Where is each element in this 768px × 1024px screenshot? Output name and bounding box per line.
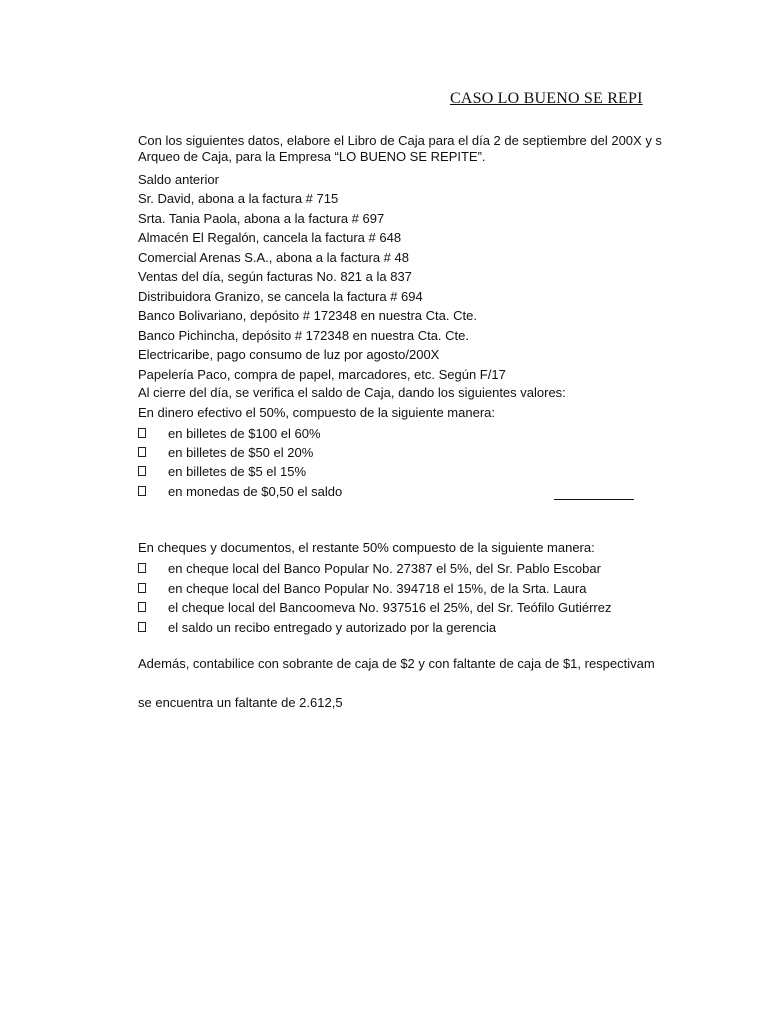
ademas-paragraph: Además, contabilice con sobrante de caja de $2 y con faltante de caja de $1, respectivam: [138, 656, 655, 671]
cheque-bullet-recibo: el saldo un recibo entregado y autorizado por la gerencia: [168, 620, 497, 635]
checkbox-bullet-icon: [138, 622, 146, 632]
cash-bullet-5: en billetes de $5 el 15%: [168, 464, 307, 479]
item-ventas-dia: Ventas del día, según facturas No. 821 a la 837: [138, 269, 412, 284]
cheque-bullet-teofilo: el cheque local del Bancoomeva No. 937516 el 25%, del Sr. Teófilo Gutiérrez: [168, 600, 612, 615]
checkbox-bullet-icon: [138, 486, 146, 496]
checkbox-bullet-icon: [138, 428, 146, 438]
item-cierre-dia: Al cierre del día, se verifica el saldo de Caja, dando los siguientes valores:: [138, 385, 566, 400]
item-comercial-arenas: Comercial Arenas S.A., abona a la factura # 48: [138, 250, 409, 265]
checkbox-bullet-icon: [138, 447, 146, 457]
total-underline: [554, 499, 634, 500]
checkbox-bullet-icon: [138, 602, 146, 612]
cash-bullet-50: en billetes de $50 el 20%: [168, 445, 314, 460]
item-papeleria-paco: Papelería Paco, compra de papel, marcadores, etc. Según F/17: [138, 367, 506, 382]
checkbox-bullet-icon: [138, 563, 146, 573]
cash-bullet-100: en billetes de $100 el 60%: [168, 426, 321, 441]
cheque-bullet-pablo-escobar: en cheque local del Banco Popular No. 27387 el 5%, del Sr. Pablo Escobar: [168, 561, 601, 576]
document-title: CASO LO BUENO SE REPI: [450, 90, 643, 107]
item-saldo-anterior: Saldo anterior: [138, 172, 219, 187]
item-banco-bolivariano: Banco Bolivariano, depósito # 172348 en nuestra Cta. Cte.: [138, 308, 477, 323]
intro-line-1: Con los siguientes datos, elabore el Libro de Caja para el día 2 de septiembre del 200X y s: [138, 133, 662, 148]
faltante-line: se encuentra un faltante de 2.612,5: [138, 695, 343, 710]
cheque-bullet-srta-laura: en cheque local del Banco Popular No. 394718 el 15%, de la Srta. Laura: [168, 581, 587, 596]
item-dinero-efectivo: En dinero efectivo el 50%, compuesto de la siguiente manera:: [138, 405, 495, 420]
item-srta-tania: Srta. Tania Paola, abona a la factura # 697: [138, 211, 385, 226]
checkbox-bullet-icon: [138, 583, 146, 593]
item-sr-david: Sr. David, abona a la factura # 715: [138, 191, 339, 206]
item-electricaribe: Electricaribe, pago consumo de luz por agosto/200X: [138, 347, 440, 362]
item-almacen-regalon: Almacén El Regalón, cancela la factura # 648: [138, 230, 402, 245]
cash-bullet-monedas: en monedas de $0,50 el saldo: [168, 484, 343, 499]
cheques-heading: En cheques y documentos, el restante 50% compuesto de la siguiente manera:: [138, 540, 595, 555]
checkbox-bullet-icon: [138, 466, 146, 476]
item-distribuidora-granizo: Distribuidora Granizo, se cancela la factura # 694: [138, 289, 423, 304]
item-banco-pichincha: Banco Pichincha, depósito # 172348 en nuestra Cta. Cte.: [138, 328, 469, 343]
intro-line-2: Arqueo de Caja, para la Empresa “LO BUENO SE REPITE”.: [138, 149, 486, 164]
